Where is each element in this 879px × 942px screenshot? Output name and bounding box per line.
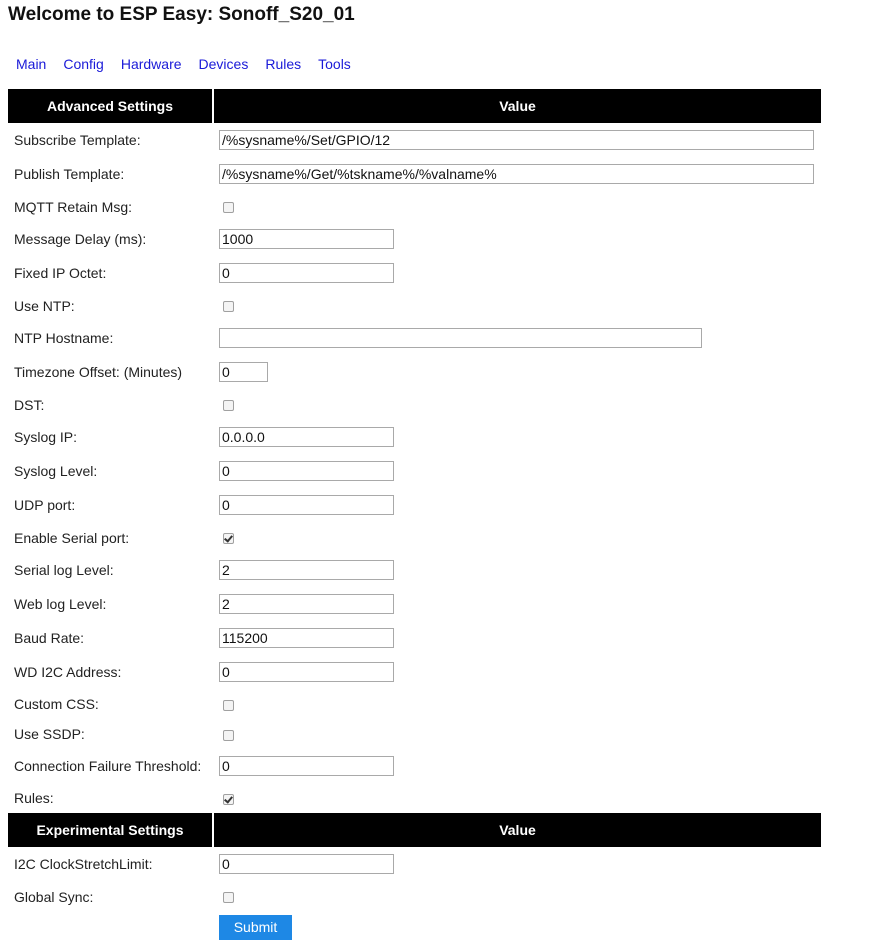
nav-rules[interactable]: Rules	[265, 56, 302, 72]
dst-label: DST:	[14, 396, 45, 413]
message-delay-label: Message Delay (ms):	[14, 231, 147, 247]
baud-rate-input[interactable]	[219, 628, 394, 648]
message-delay-input[interactable]	[219, 229, 394, 249]
global-sync-row	[8, 881, 821, 912]
nav-config[interactable]: Config	[63, 56, 104, 72]
use-ntp-label: Use NTP:	[14, 297, 75, 314]
syslog-level-input[interactable]	[219, 461, 394, 481]
fixed-ip-octet-input[interactable]	[219, 263, 394, 283]
i2c-clockstretch-row	[8, 847, 821, 881]
nav-tools[interactable]: Tools	[318, 56, 351, 72]
timezone-offset-input[interactable]	[219, 362, 268, 382]
wd-i2c-address-input[interactable]	[219, 662, 394, 682]
i2c-clockstretch-label: I2C ClockStretchLimit:	[14, 856, 153, 872]
dst-row	[8, 389, 821, 420]
timezone-offset-row	[8, 355, 821, 389]
udp-port-row	[8, 488, 821, 522]
mqtt-retain-label: MQTT Retain Msg:	[14, 198, 132, 215]
i2c-clockstretch-input[interactable]	[219, 854, 394, 874]
message-delay-row	[8, 222, 821, 256]
publish-template-input[interactable]	[219, 164, 814, 184]
experimental-header-row	[8, 813, 821, 847]
publish-template-row	[8, 157, 821, 191]
custom-css-label: Custom CSS:	[14, 696, 99, 712]
serial-log-level-row	[8, 553, 821, 587]
ntp-hostname-label: NTP Hostname:	[14, 330, 114, 346]
nav-devices[interactable]: Devices	[198, 56, 249, 72]
use-ssdp-label: Use SSDP:	[14, 726, 85, 742]
subscribe-template-row	[8, 123, 821, 157]
syslog-ip-label: Syslog IP:	[14, 429, 78, 445]
custom-css-checkbox[interactable]	[223, 700, 234, 711]
connection-failure-threshold-row	[8, 749, 821, 783]
serial-log-level-input[interactable]	[219, 560, 394, 580]
use-ntp-row	[8, 290, 821, 321]
web-log-level-row	[8, 587, 821, 621]
syslog-ip-input[interactable]	[219, 427, 394, 447]
rules-row	[8, 783, 821, 813]
enable-serial-checkbox[interactable]	[223, 533, 234, 544]
enable-serial-row	[8, 522, 821, 553]
rules-label: Rules:	[14, 790, 54, 806]
mqtt-retain-checkbox[interactable]	[223, 202, 234, 213]
syslog-level-label: Syslog Level:	[14, 463, 98, 479]
global-sync-checkbox[interactable]	[223, 892, 234, 903]
advanced-value-header: Value	[213, 89, 821, 123]
submit-button[interactable]: Submit	[219, 915, 292, 940]
connection-failure-threshold-input[interactable]	[219, 756, 394, 776]
experimental-value-header: Value	[213, 813, 821, 847]
connection-failure-threshold-label: Connection Failure Threshold:	[14, 758, 202, 774]
subscribe-template-label: Subscribe Template:	[14, 132, 141, 148]
serial-log-level-label: Serial log Level:	[14, 562, 114, 578]
udp-port-label: UDP port:	[14, 497, 76, 513]
fixed-ip-octet-row	[8, 256, 821, 290]
nav-main[interactable]: Main	[16, 56, 47, 72]
ntp-hostname-row	[8, 321, 821, 355]
udp-port-input[interactable]	[219, 495, 394, 515]
advanced-settings-header: Advanced Settings	[8, 89, 213, 123]
use-ntp-checkbox[interactable]	[223, 301, 234, 312]
syslog-ip-row	[8, 420, 821, 454]
enable-serial-label: Enable Serial port:	[14, 529, 130, 546]
page-title: Welcome to ESP Easy: Sonoff_S20_01	[8, 4, 355, 25]
nav-hardware[interactable]: Hardware	[120, 56, 182, 72]
custom-css-row	[8, 689, 821, 719]
use-ssdp-checkbox[interactable]	[223, 730, 234, 741]
wd-i2c-address-label: WD I2C Address:	[14, 664, 122, 680]
advanced-header-row	[8, 89, 821, 123]
baud-rate-row	[8, 621, 821, 655]
use-ssdp-row	[8, 719, 821, 749]
dst-checkbox[interactable]	[223, 400, 234, 411]
rules-checkbox[interactable]	[223, 794, 234, 805]
wd-i2c-address-row	[8, 655, 821, 689]
submit-row	[8, 912, 821, 942]
experimental-settings-header: Experimental Settings	[8, 813, 213, 847]
web-log-level-label: Web log Level:	[14, 596, 107, 612]
baud-rate-label: Baud Rate:	[14, 630, 85, 646]
subscribe-template-input[interactable]	[219, 130, 814, 150]
top-nav	[8, 55, 360, 73]
web-log-level-input[interactable]	[219, 594, 394, 614]
timezone-offset-label: Timezone Offset: (Minutes)	[14, 364, 183, 380]
mqtt-retain-row	[8, 191, 821, 222]
publish-template-label: Publish Template:	[14, 166, 125, 182]
ntp-hostname-input[interactable]	[219, 328, 702, 348]
fixed-ip-octet-label: Fixed IP Octet:	[14, 265, 107, 281]
settings-table	[8, 89, 821, 942]
syslog-level-row	[8, 454, 821, 488]
global-sync-label: Global Sync:	[14, 888, 94, 905]
